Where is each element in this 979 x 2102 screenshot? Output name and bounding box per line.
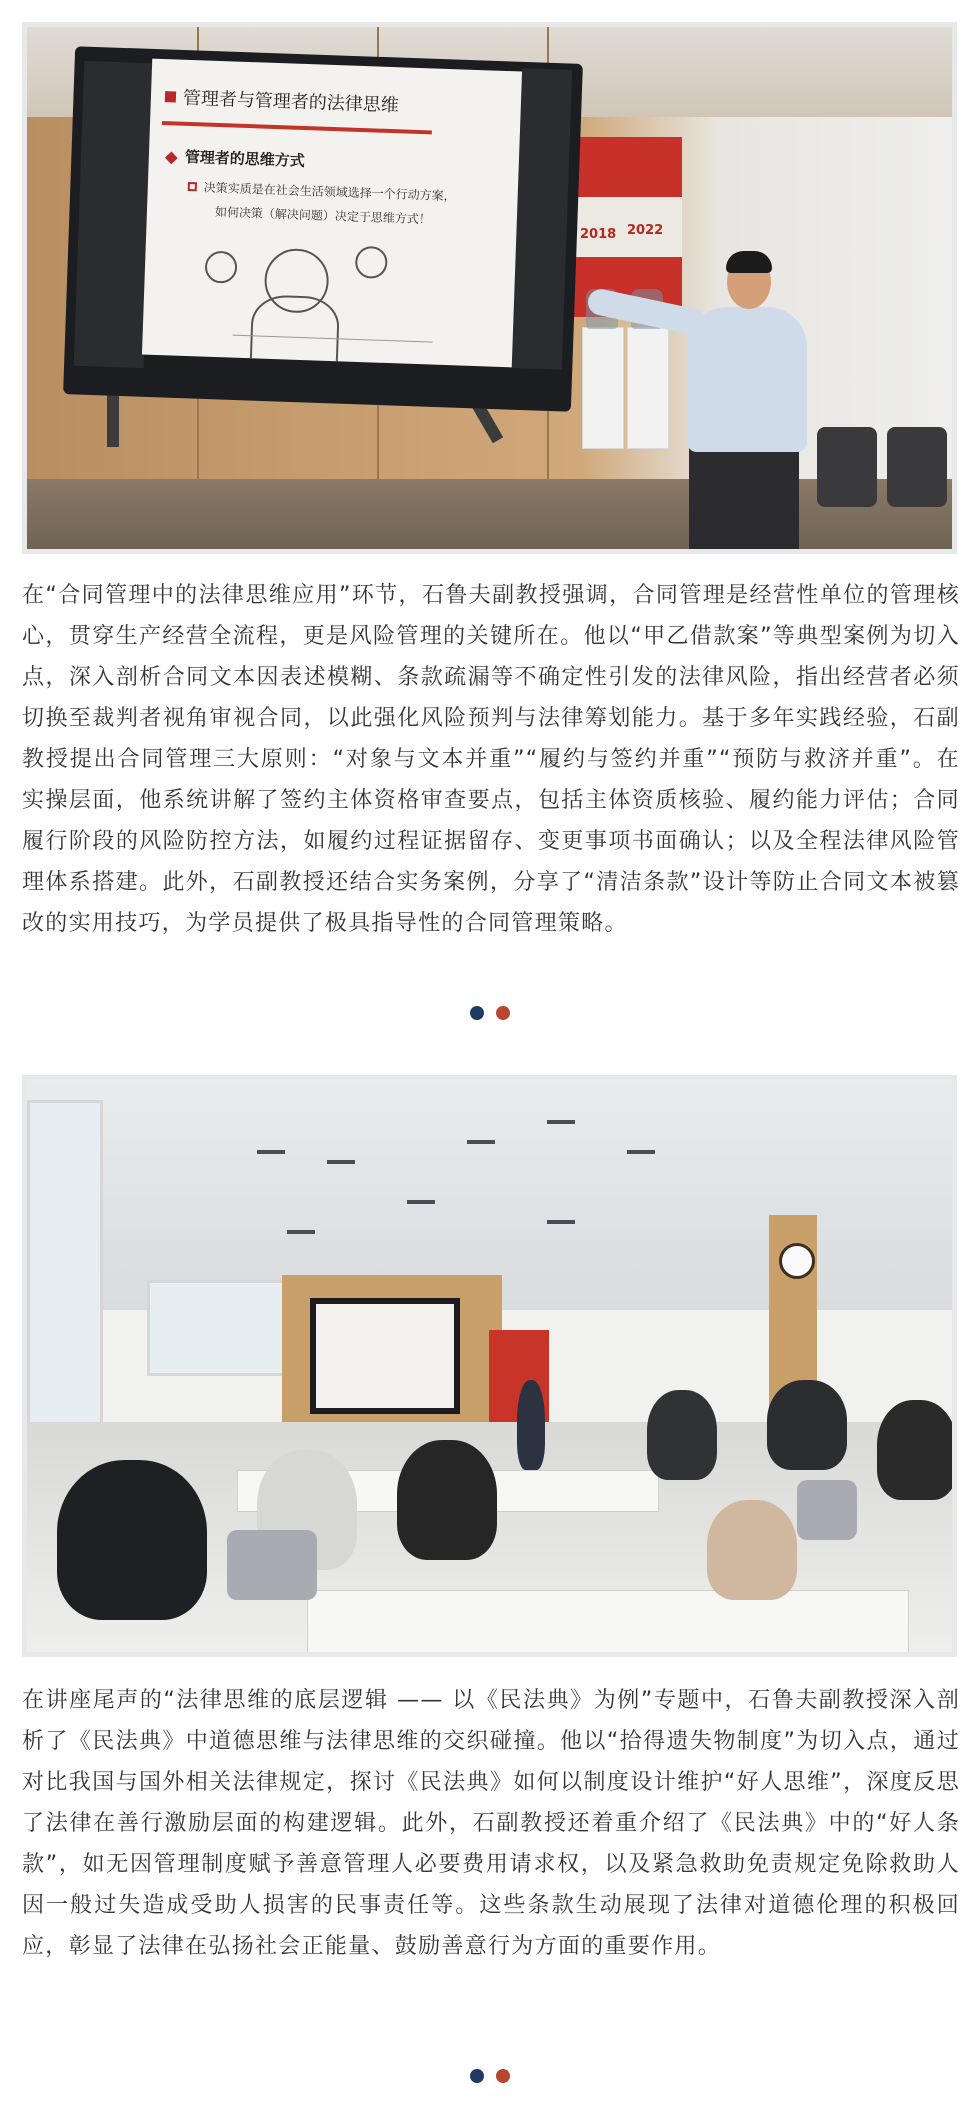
- blue-dot: [470, 2069, 484, 2083]
- paragraph-contract-management: 在“合同管理中的法律思维应用”环节，石鲁夫副教授强调，合同管理是经营性单位的管理核心，贯穿生产经营全流程，更是风险管理的关键所在。他以“甲乙借款案”等典型案例为切入点，深入剖析合同文本因表述模糊、条款疏漏等不确定性引发的法律风险，指出经营者必须切换至裁判者视角审视合同，以此强化风险预判与法律筹划能力。基于多年实践经验，石副教授提出合同管理三大原则：“对象与文本并重”“履约与签约并重”“预防与救济并重”。在实操层面，他系统讲解了签约主体资格审查要点，包括主体资质核验、履约能力评估；合同履行阶段的风险防控方法，如履约过程证据留存、变更事项书面确认；以及全程法律风险管理体系搭建。此外，石副教授还结合实务案例，分享了“清洁条款”设计等防止合同文本被篡改的实用技巧，为学员提供了极具指导性的合同管理策略。: [22, 583, 960, 936]
- audience-member: [57, 1460, 207, 1620]
- wall-clock: [779, 1243, 815, 1279]
- slide-screen: [142, 59, 522, 368]
- lecturer: [687, 307, 807, 452]
- slide-text-line-2: 如何决策（解决问题）决定于思维方式！: [214, 204, 432, 227]
- red-dot: [496, 1006, 510, 1020]
- wall-year-2018: 2018: [580, 227, 617, 242]
- section-divider-dots: [0, 1005, 979, 1024]
- chair: [817, 427, 877, 507]
- lecture-photo-1-image: [27, 27, 952, 549]
- lecture-photo-2: [22, 1075, 957, 1657]
- chair: [227, 1530, 317, 1600]
- blue-dot: [470, 1006, 484, 1020]
- lecture-photo-1: [22, 22, 957, 554]
- projection-screen: [310, 1298, 460, 1414]
- slide-title: 管理者与管理者的法律思维: [182, 87, 400, 117]
- lecturer: [517, 1380, 545, 1470]
- slide-subtitle: 管理者的思维方式: [184, 147, 306, 171]
- section-divider-dots-bottom: [0, 2068, 979, 2087]
- slide-text-line-1: 决策实质是在社会生活领域选择一个行动方案，: [203, 180, 456, 204]
- lecture-photo-2-image: [27, 1080, 952, 1652]
- paragraph-civil-code: 在讲座尾声的“法律思维的底层逻辑 —— 以《民法典》为例”专题中，石鲁夫副教授深入剖析了《民法典》中道德思维与法律思维的交织碰撞。他以“拾得遗失物制度”为切入点，通过对比我国与国外相关法律规定，探讨《民法典》如何以制度设计维护“好人思维”，深度反思了法律在善行激励层面的构建逻辑。此外，石副教授还着重介绍了《民法典》中的“好人条款”，如无因管理制度赋予善意管理人必要费用请求权，以及紧急救助免责规定免除救助人因一般过失造成受助人损害的民事责任等。这些条款生动展现了法律对道德伦理的积极回应，彰显了法律在弘扬社会正能量、鼓励善意行为方面的重要作用。: [22, 1688, 960, 1959]
- red-dot: [496, 2069, 510, 2083]
- wall-year-2022: 2022: [627, 223, 664, 238]
- water-dispenser: [582, 327, 624, 449]
